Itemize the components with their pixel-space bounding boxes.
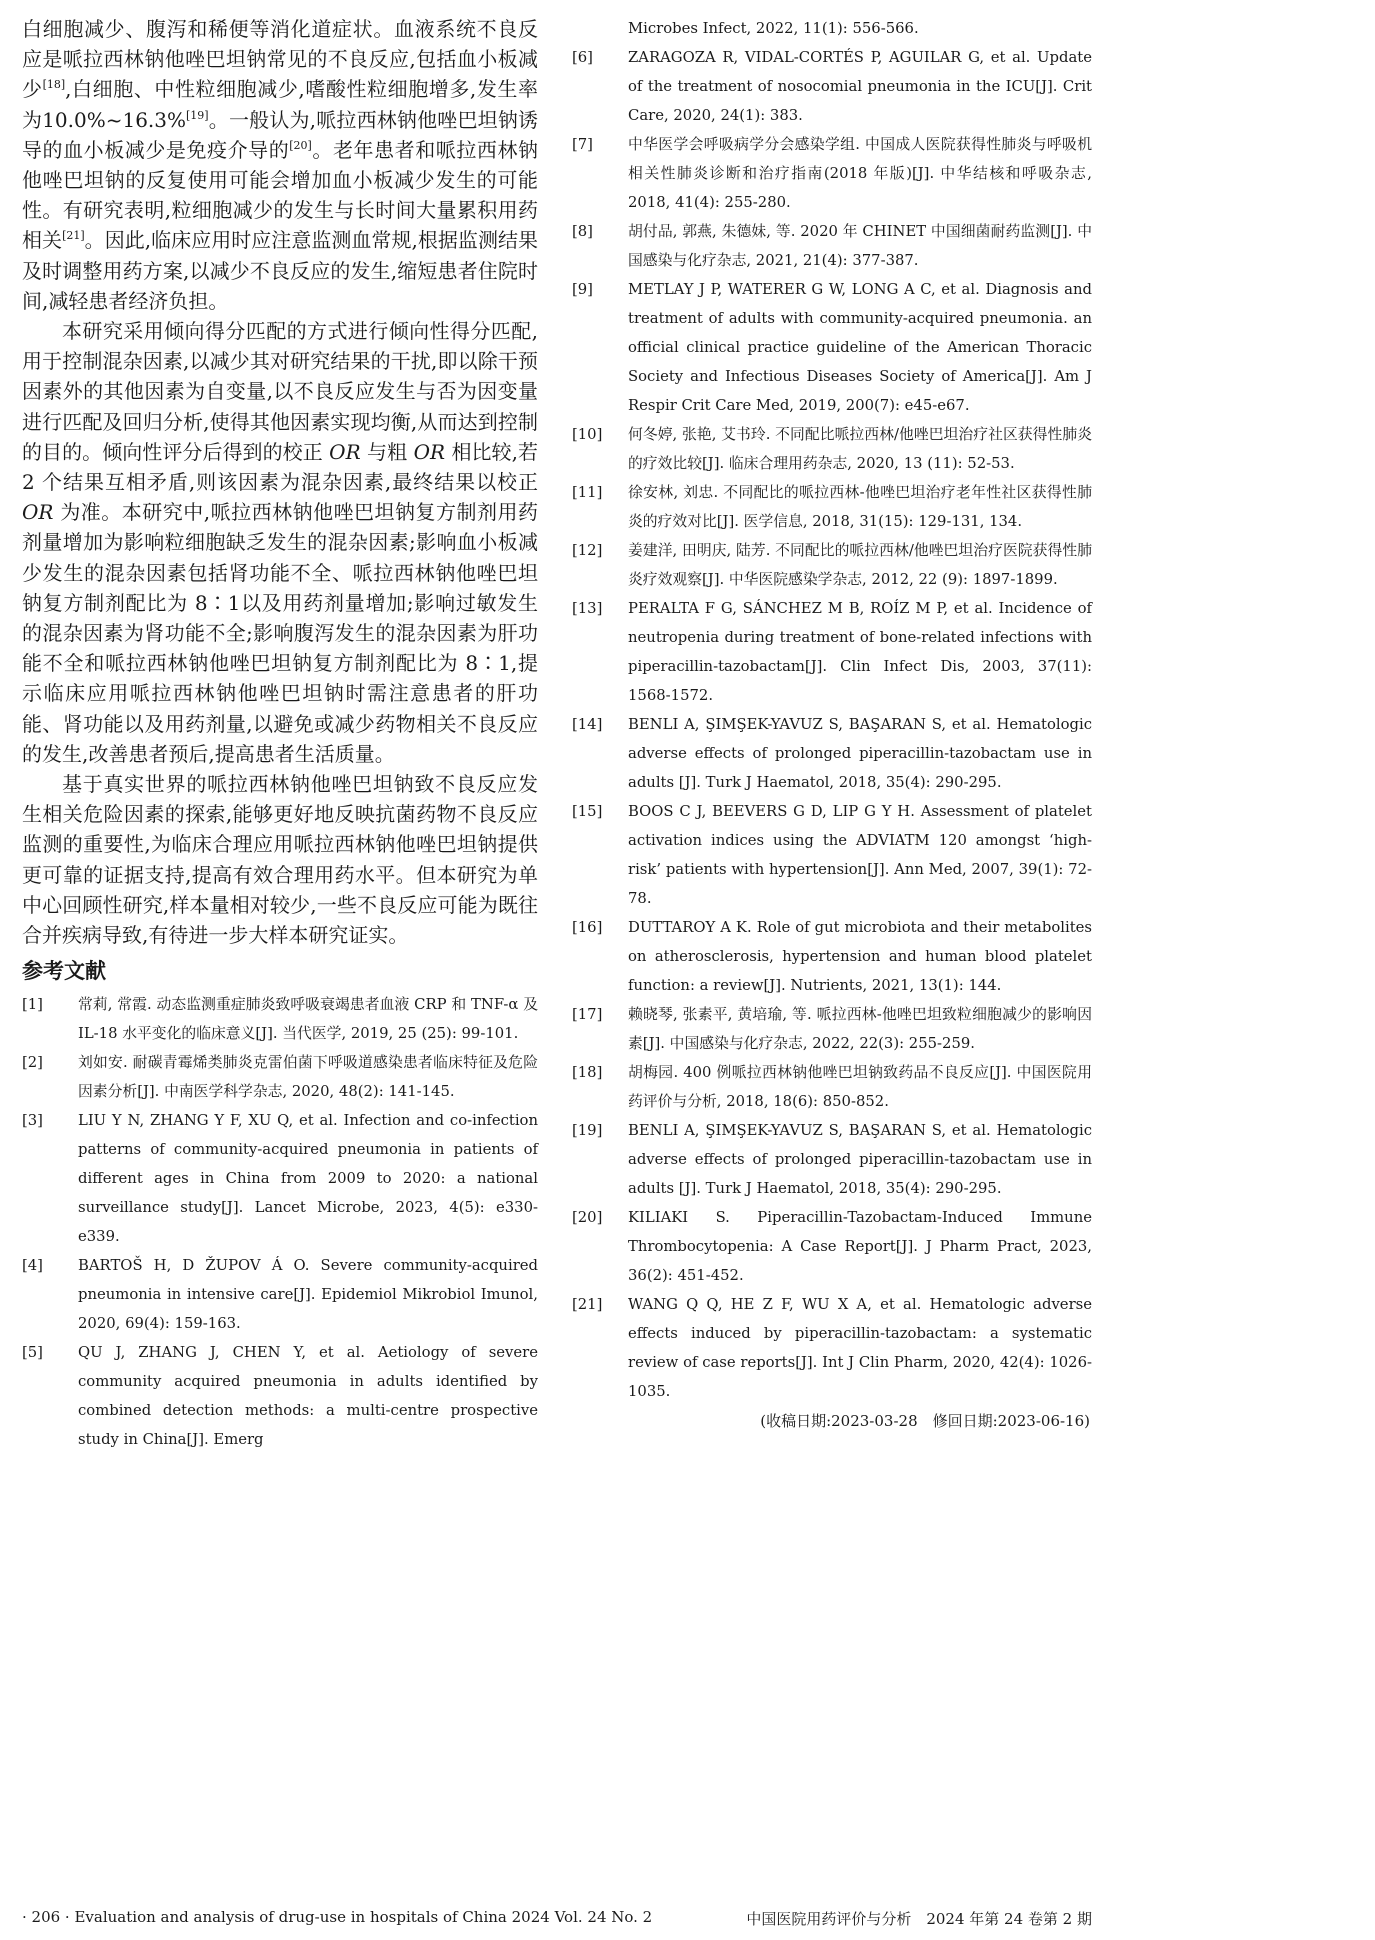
reference-5-continuation: Microbes Infect, 2022, 11(1): 556-566. <box>628 20 919 37</box>
reference-number: [14] <box>572 716 603 733</box>
reference-item <box>22 1106 538 1251</box>
reference-item <box>572 710 1092 797</box>
reference-item <box>572 43 1092 130</box>
reference-item <box>22 1251 538 1338</box>
reference-number: [6] <box>572 49 593 66</box>
text-run: 。因此,临床应用时应注意监测血常规,根据监测结果及时调整用药方案,以减少不良反应的发生,缩短患者住院时间,减轻患者经济负担。 <box>22 228 539 313</box>
right-column <box>572 14 1092 1436</box>
text-run: 与粗 <box>360 439 414 464</box>
reference-text: BARTOŠ H, D ŽUPOV Á O. Severe community-acquired pneumonia in intensive care[J]. Epidemiol Mikrobiol Imunol, 2020, 69(4): 159-163. <box>78 1257 538 1333</box>
reference-number: [3] <box>22 1112 43 1130</box>
reference-text: 徐安林, 刘忠. 不同配比的哌拉西林-他唑巴坦治疗老年性社区获得性肺炎的疗效对比[J]. 医学信息, 2018, 31(15): 129-131, 134. <box>628 484 1092 530</box>
footer-left: · 206 · Evaluation and analysis of drug-use in hospitals of China 2024 Vol. 24 No. 2 <box>22 1908 653 1926</box>
body-text <box>22 14 538 950</box>
text-run: 相比较,若 2 个结果互相矛盾,则该因素为混杂因素,最终结果以校正 <box>22 439 538 495</box>
reference-text: 胡梅园. 400 例哌拉西林钠他唑巴坦钠致药品不良反应[J]. 中国医院用药评价与分析, 2018, 18(6): 850-852. <box>628 1064 1092 1110</box>
reference-item <box>22 1338 538 1454</box>
reference-number: [2] <box>22 1054 43 1072</box>
reference-text: DUTTAROY A K. Role of gut microbiota and their metabolites on atherosclerosis, hypertension and human blood platelet function: a review[J]. Nutrients, 2021, 13(1): 144. <box>628 919 1092 994</box>
reference-list-right <box>572 43 1092 1406</box>
reference-text: BENLI A, ŞIMŞEK-YAVUZ S, BAŞARAN S, et al. Hematologic adverse effects of prolonged piperacillin-tazobactam use in adults [J]. Turk J Haematol, 2018, 35(4): 290-295. <box>628 1122 1092 1197</box>
reference-number: [15] <box>572 803 603 820</box>
reference-number: [16] <box>572 919 603 936</box>
reference-text: ZARAGOZA R, VIDAL-CORTÉS P, AGUILAR G, et al. Update of the treatment of nosocomial pneumonia in the ICU[J]. Crit Care, 2020, 24(1): 383. <box>628 49 1092 124</box>
reference-text: 中华医学会呼吸病学分会感染学组. 中国成人医院获得性肺炎与呼吸机相关性肺炎诊断和治疗指南(2018 年版)[J]. 中华结核和呼吸杂志, 2018, 41(4): 255-280. <box>628 136 1092 211</box>
reference-item <box>572 478 1092 536</box>
reference-number: [11] <box>572 484 603 501</box>
reference-item <box>572 1290 1092 1406</box>
reference-text: 赖晓琴, 张素平, 黄培瑜, 等. 哌拉西林-他唑巴坦致粒细胞减少的影响因素[J]. 中国感染与化疗杂志, 2022, 22(3): 255-259. <box>628 1006 1092 1052</box>
reference-item <box>572 594 1092 710</box>
reference-number: [20] <box>572 1209 603 1226</box>
italic-term: OR <box>329 439 361 464</box>
text-run: ,白细胞、中性粒细胞减少,嗜酸性粒细胞增多,发生率为10.0%~16.3% <box>22 77 538 132</box>
reference-text: 刘如安. 耐碳青霉烯类肺炎克雷伯菌下呼吸道感染患者临床特征及危险因素分析[J]. 中南医学科学杂志, 2020, 48(2): 141-145. <box>78 1054 538 1101</box>
reference-number: [4] <box>22 1257 43 1275</box>
reference-text: WANG Q Q, HE Z F, WU X A, et al. Hematologic adverse effects induced by piperacillin-tazobactam: a systematic review of case reports[J]. Int J Clin Pharm, 2020, 42(4): 1026-1035. <box>628 1296 1092 1400</box>
reference-number: [10] <box>572 426 603 443</box>
reference-text: PERALTA F G, SÁNCHEZ M B, ROÍZ M P, et al. Incidence of neutropenia during treatment of bone-related infections with piperacillin-tazobactam[J]. Clin Infect Dis, 2003, 37(11): 1568-1572. <box>628 600 1092 704</box>
reference-item <box>572 1203 1092 1290</box>
reference-text: 常莉, 常霞. 动态监测重症肺炎致呼吸衰竭患者血液 CRP 和 TNF-α 及 IL-18 水平变化的临床意义[J]. 当代医学, 2019, 25 (25): 99-101. <box>78 996 538 1043</box>
footer-right: 中国医院用药评价与分析 2024 年第 24 卷第 2 期 <box>746 1910 1092 1928</box>
italic-term: OR <box>22 500 54 525</box>
reference-item <box>572 1116 1092 1203</box>
reference-text: BENLI A, ŞIMŞEK-YAVUZ S, BAŞARAN S, et al. Hematologic adverse effects of prolonged piperacillin-tazobactam use in adults [J]. Turk J Haematol, 2018, 35(4): 290-295. <box>628 716 1092 791</box>
reference-text: 姜建洋, 田明庆, 陆芳. 不同配比的哌拉西林/他唑巴坦治疗医院获得性肺炎疗效观察[J]. 中华医院感染学杂志, 2012, 22 (9): 1897-1899. <box>628 542 1092 588</box>
reference-item <box>572 275 1092 420</box>
reference-item <box>572 536 1092 594</box>
reference-text: BOOS C J, BEEVERS G D, LIP G Y H. Assessment of platelet activation indices using the ADVIATM 120 amongst ‘high-risk’ patients with hypertension[J]. Ann Med, 2007, 39(1): 72-78. <box>628 803 1092 907</box>
reference-number: [21] <box>572 1296 603 1313</box>
page-footer <box>22 1908 1092 1932</box>
text-run: 白细胞减少、腹泻和稀便等消化道症状。血液系统不良反应是哌拉西林钠他唑巴坦钠常见的不良反应,包括血小板减少 <box>22 17 538 102</box>
reference-text: LIU Y N, ZHANG Y F, XU Q, et al. Infection and co-infection patterns of community-acquired pneumonia in patients of different ages in China from 2009 to 2020: a national surveillance study[J]. Lancet Microbe, 2023, 4(5): e330-e339. <box>78 1112 538 1246</box>
left-column <box>22 14 538 1454</box>
reference-number: [5] <box>22 1344 43 1362</box>
text-run: 。老年患者和哌拉西林钠他唑巴坦钠的反复使用可能会增加血小板减少发生的可能性。有研究表明,粒细胞减少的发生与长时间大量累积用药相关 <box>22 137 539 253</box>
reference-item <box>572 130 1092 217</box>
citation-marker: [19] <box>186 108 209 122</box>
text-run: 。一般认为,哌拉西林钠他唑巴坦钠诱导的血小板减少是免疫介导的 <box>22 107 539 162</box>
reference-number: [13] <box>572 600 603 617</box>
reference-item <box>572 1058 1092 1116</box>
text-run: 基于真实世界的哌拉西林钠他唑巴坦钠致不良反应发生相关危险因素的探索,能够更好地反映抗菌药物不良反应监测的重要性,为临床合理应用哌拉西林钠他唑巴坦钠提供更可靠的证据支持,提高有效合理用药水平。但本研究为单中心回顾性研究,样本量相对较少,一些不良反应可能为既往合并疾病导致,有待进一步大样本研究证实。 <box>22 772 538 948</box>
paragraph <box>22 769 538 950</box>
reference-item <box>572 1000 1092 1058</box>
reference-item <box>22 1048 538 1106</box>
reference-number: [8] <box>572 223 593 240</box>
references-heading: 参考文献 <box>22 959 106 984</box>
reference-number: [1] <box>22 996 43 1014</box>
reference-list-left <box>22 990 538 1454</box>
reference-item <box>572 797 1092 913</box>
reference-item <box>572 217 1092 275</box>
reference-number: [19] <box>572 1122 603 1139</box>
reference-number: [7] <box>572 136 593 153</box>
reference-item <box>572 420 1092 478</box>
reference-text: KILIAKI S. Piperacillin-Tazobactam-Induced Immune Thrombocytopenia: A Case Report[J]. J Pharm Pract, 2023, 36(2): 451-452. <box>628 1209 1092 1284</box>
reference-text: METLAY J P, WATERER G W, LONG A C, et al. Diagnosis and treatment of adults with community-acquired pneumonia. an official clinical practice guideline of the American Thoracic Society and Infectious Diseases Society of America[J]. Am J Respir Crit Care Med, 2019, 200(7): e45-e67. <box>628 281 1092 414</box>
citation-marker: [21] <box>62 229 85 243</box>
reference-text: QU J, ZHANG J, CHEN Y, et al. Aetiology of severe community acquired pneumonia in adults identified by combined detection methods: a multi-centre prospective study in China[J]. Emerg <box>78 1344 538 1449</box>
citation-marker: [18] <box>42 78 66 92</box>
paragraph <box>22 14 538 316</box>
italic-term: OR <box>413 439 446 464</box>
citation-marker: [20] <box>289 138 312 152</box>
received-date: (收稿日期:2023-03-28 修回日期:2023-06-16) <box>760 1412 1090 1430</box>
reference-item <box>22 990 538 1048</box>
reference-item <box>572 913 1092 1000</box>
reference-text: 胡付品, 郭燕, 朱德妹, 等. 2020 年 CHINET 中国细菌耐药监测[J]. 中国感染与化疗杂志, 2021, 21(4): 377-387. <box>628 223 1092 269</box>
text-run: 为准。本研究中,哌拉西林钠他唑巴坦钠复方制剂用药剂量增加为影响粒细胞缺乏发生的混杂因素;影响血小板减少发生的混杂因素包括肾功能不全、哌拉西林钠他唑巴坦钠复方制剂配比为 8∶1以及用药剂量增加;影响过敏发生的混杂因素为肾功能不全;影响腹泻发生的混杂因素为肝功能不全和哌拉西林钠他唑巴坦钠复方制剂配比为 8∶1,提示临床应用哌拉西林钠他唑巴坦钠时需注意患者的肝功能、肾功能以及用药剂量,以避免或减少药物相关不良反应的发生,改善患者预后,提高患者生活质量。 <box>22 500 538 766</box>
text-run: 本研究采用倾向得分匹配的方式进行倾向性得分匹配,用于控制混杂因素,以减少其对研究结果的干扰,即以除干预因素外的其他因素为自变量,以不良反应发生与否为因变量进行匹配及回归分析,使得其他因素实现均衡,从而达到控制的目的。倾向性评分后得到的校正 <box>22 319 538 464</box>
reference-number: [9] <box>572 281 593 298</box>
reference-number: [18] <box>572 1064 603 1081</box>
reference-text: 何冬婷, 张艳, 艾书玲. 不同配比哌拉西林/他唑巴坦治疗社区获得性肺炎的疗效比较[J]. 临床合理用药杂志, 2020, 13 (11): 52-53. <box>628 426 1092 472</box>
paragraph <box>22 316 538 769</box>
reference-number: [12] <box>572 542 603 559</box>
reference-number: [17] <box>572 1006 603 1023</box>
